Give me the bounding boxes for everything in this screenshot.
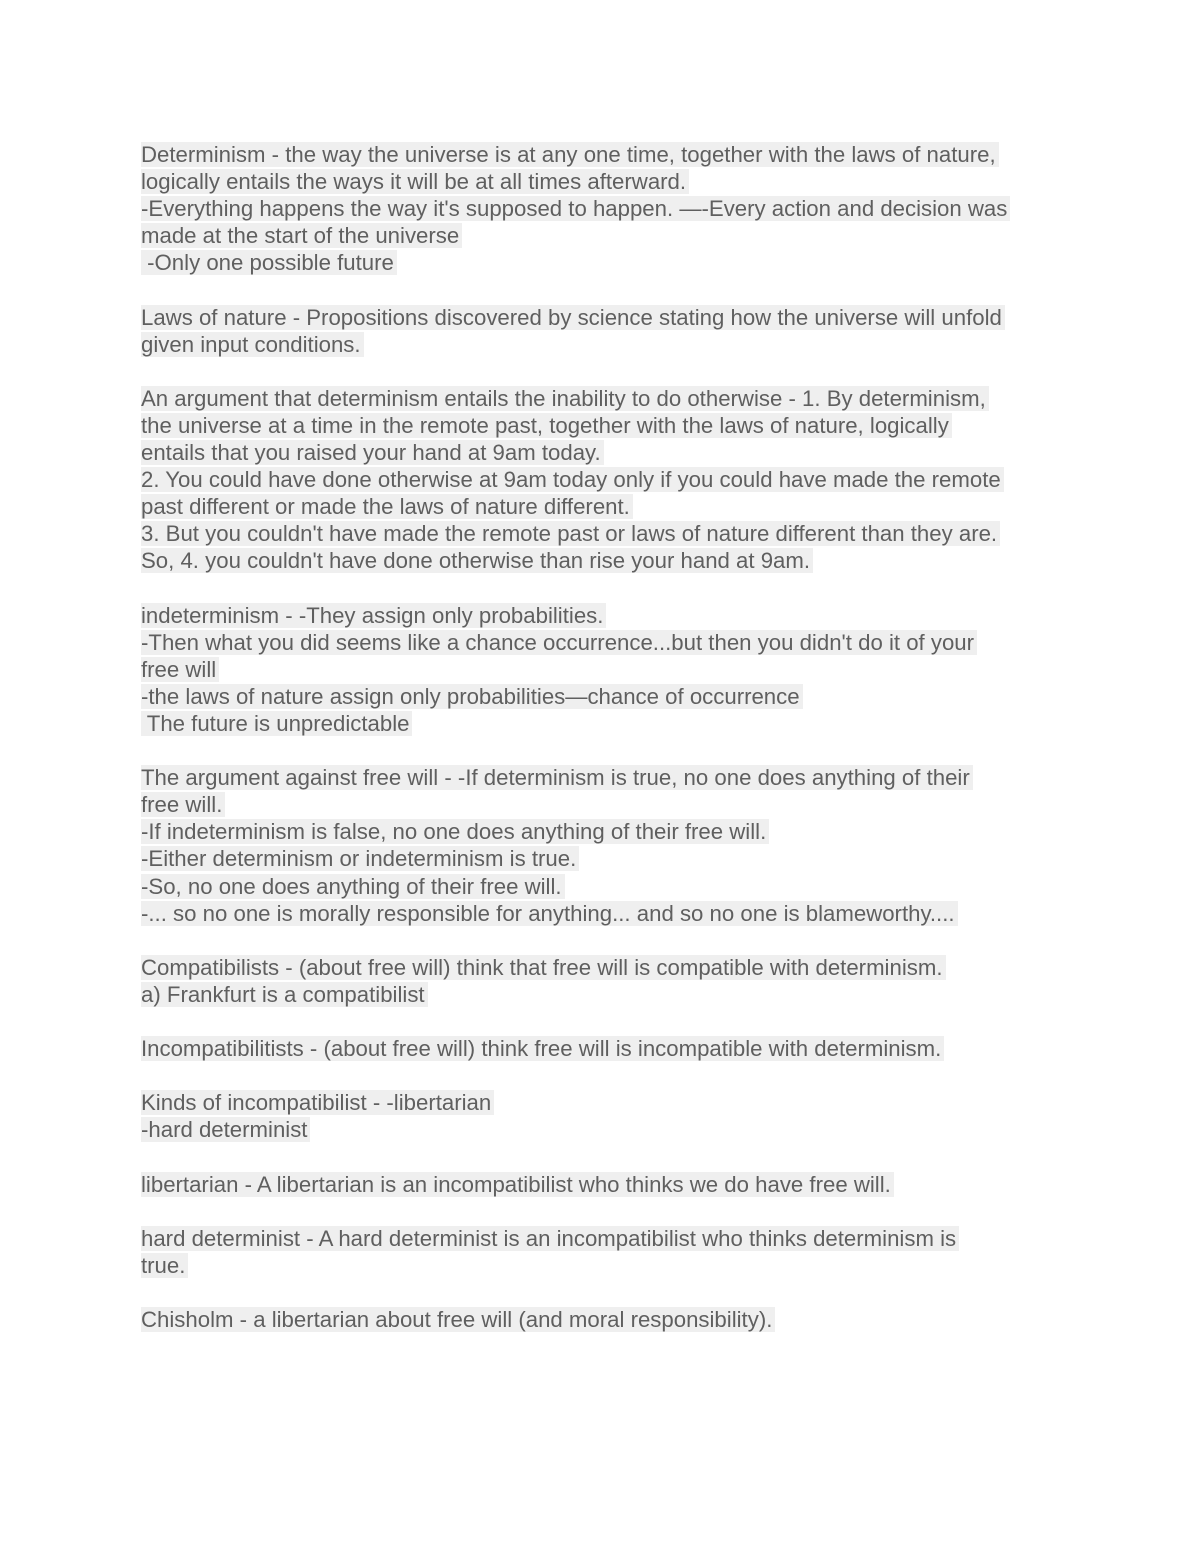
section-argument-determinism xyxy=(141,385,1061,575)
paragraph-gap xyxy=(141,1198,1061,1225)
text-line: a) Frankfurt is a compatibilist xyxy=(141,981,1061,1008)
text-line: Kinds of incompatibilist - -libertarian xyxy=(141,1089,1061,1116)
text-line: the universe at a time in the remote past, together with the laws of nature, logically xyxy=(141,412,1061,439)
section-chisholm xyxy=(141,1306,1061,1333)
paragraph-gap xyxy=(141,1143,1061,1170)
paragraph-gap xyxy=(141,358,1061,385)
text-line: The argument against free will - -If determinism is true, no one does anything of their xyxy=(141,764,1061,791)
text-line: past different or made the laws of nature different. xyxy=(141,493,1061,520)
text-line: -the laws of nature assign only probabilities—chance of occurrence xyxy=(141,683,1061,710)
text-line: libertarian - A libertarian is an incompatibilist who thinks we do have free will. xyxy=(141,1171,1061,1198)
text-line: 3. But you couldn't have made the remote past or laws of nature different than they are. xyxy=(141,520,1061,547)
text-line: made at the start of the universe xyxy=(141,222,1061,249)
section-compatibilists xyxy=(141,954,1061,1008)
text-line: indeterminism - -They assign only probabilities. xyxy=(141,602,1061,629)
text-line: Laws of nature - Propositions discovered by science stating how the universe will unfold xyxy=(141,304,1061,331)
text-line: logically entails the ways it will be at all times afterward. xyxy=(141,168,1061,195)
section-indeterminism xyxy=(141,602,1061,737)
text-line: An argument that determinism entails the inability to do otherwise - 1. By determinism, xyxy=(141,385,1061,412)
section-hard-determinist xyxy=(141,1225,1061,1279)
section-libertarian xyxy=(141,1171,1061,1198)
paragraph-gap xyxy=(141,1008,1061,1035)
section-determinism xyxy=(141,141,1061,276)
section-incompatibilitists xyxy=(141,1035,1061,1062)
text-line: So, 4. you couldn't have done otherwise than rise your hand at 9am. xyxy=(141,547,1061,574)
text-line: Compatibilists - (about free will) think that free will is compatible with determinism. xyxy=(141,954,1061,981)
document-page xyxy=(141,141,1061,1333)
text-line: 2. You could have done otherwise at 9am today only if you could have made the remote xyxy=(141,466,1061,493)
section-argument-against-free-will xyxy=(141,764,1061,927)
text-line: free will. xyxy=(141,791,1061,818)
paragraph-gap xyxy=(141,1062,1061,1089)
text-line: -Either determinism or indeterminism is true. xyxy=(141,845,1061,872)
text-line: The future is unpredictable xyxy=(141,710,1061,737)
text-line: -Everything happens the way it's supposed to happen. —-Every action and decision was xyxy=(141,195,1061,222)
text-line: -... so no one is morally responsible for anything... and so no one is blameworthy.... xyxy=(141,900,1061,927)
text-line: -Only one possible future xyxy=(141,249,1061,276)
text-line: -hard determinist xyxy=(141,1116,1061,1143)
text-line: -Then what you did seems like a chance occurrence...but then you didn't do it of your xyxy=(141,629,1061,656)
text-line: Determinism - the way the universe is at any one time, together with the laws of nature, xyxy=(141,141,1061,168)
paragraph-gap xyxy=(141,276,1061,303)
text-line: -If indeterminism is false, no one does anything of their free will. xyxy=(141,818,1061,845)
paragraph-gap xyxy=(141,575,1061,602)
text-line: Incompatibilitists - (about free will) think free will is incompatible with determinism. xyxy=(141,1035,1061,1062)
paragraph-gap xyxy=(141,737,1061,764)
text-line: hard determinist - A hard determinist is an incompatibilist who thinks determinism is xyxy=(141,1225,1061,1252)
section-laws-of-nature xyxy=(141,304,1061,358)
paragraph-gap xyxy=(141,927,1061,954)
text-line: -So, no one does anything of their free will. xyxy=(141,873,1061,900)
text-line: given input conditions. xyxy=(141,331,1061,358)
text-line: Chisholm - a libertarian about free will (and moral responsibility). xyxy=(141,1306,1061,1333)
text-line: true. xyxy=(141,1252,1061,1279)
section-kinds-of-incompatibilist xyxy=(141,1089,1061,1143)
text-line: free will xyxy=(141,656,1061,683)
text-line: entails that you raised your hand at 9am today. xyxy=(141,439,1061,466)
paragraph-gap xyxy=(141,1279,1061,1306)
